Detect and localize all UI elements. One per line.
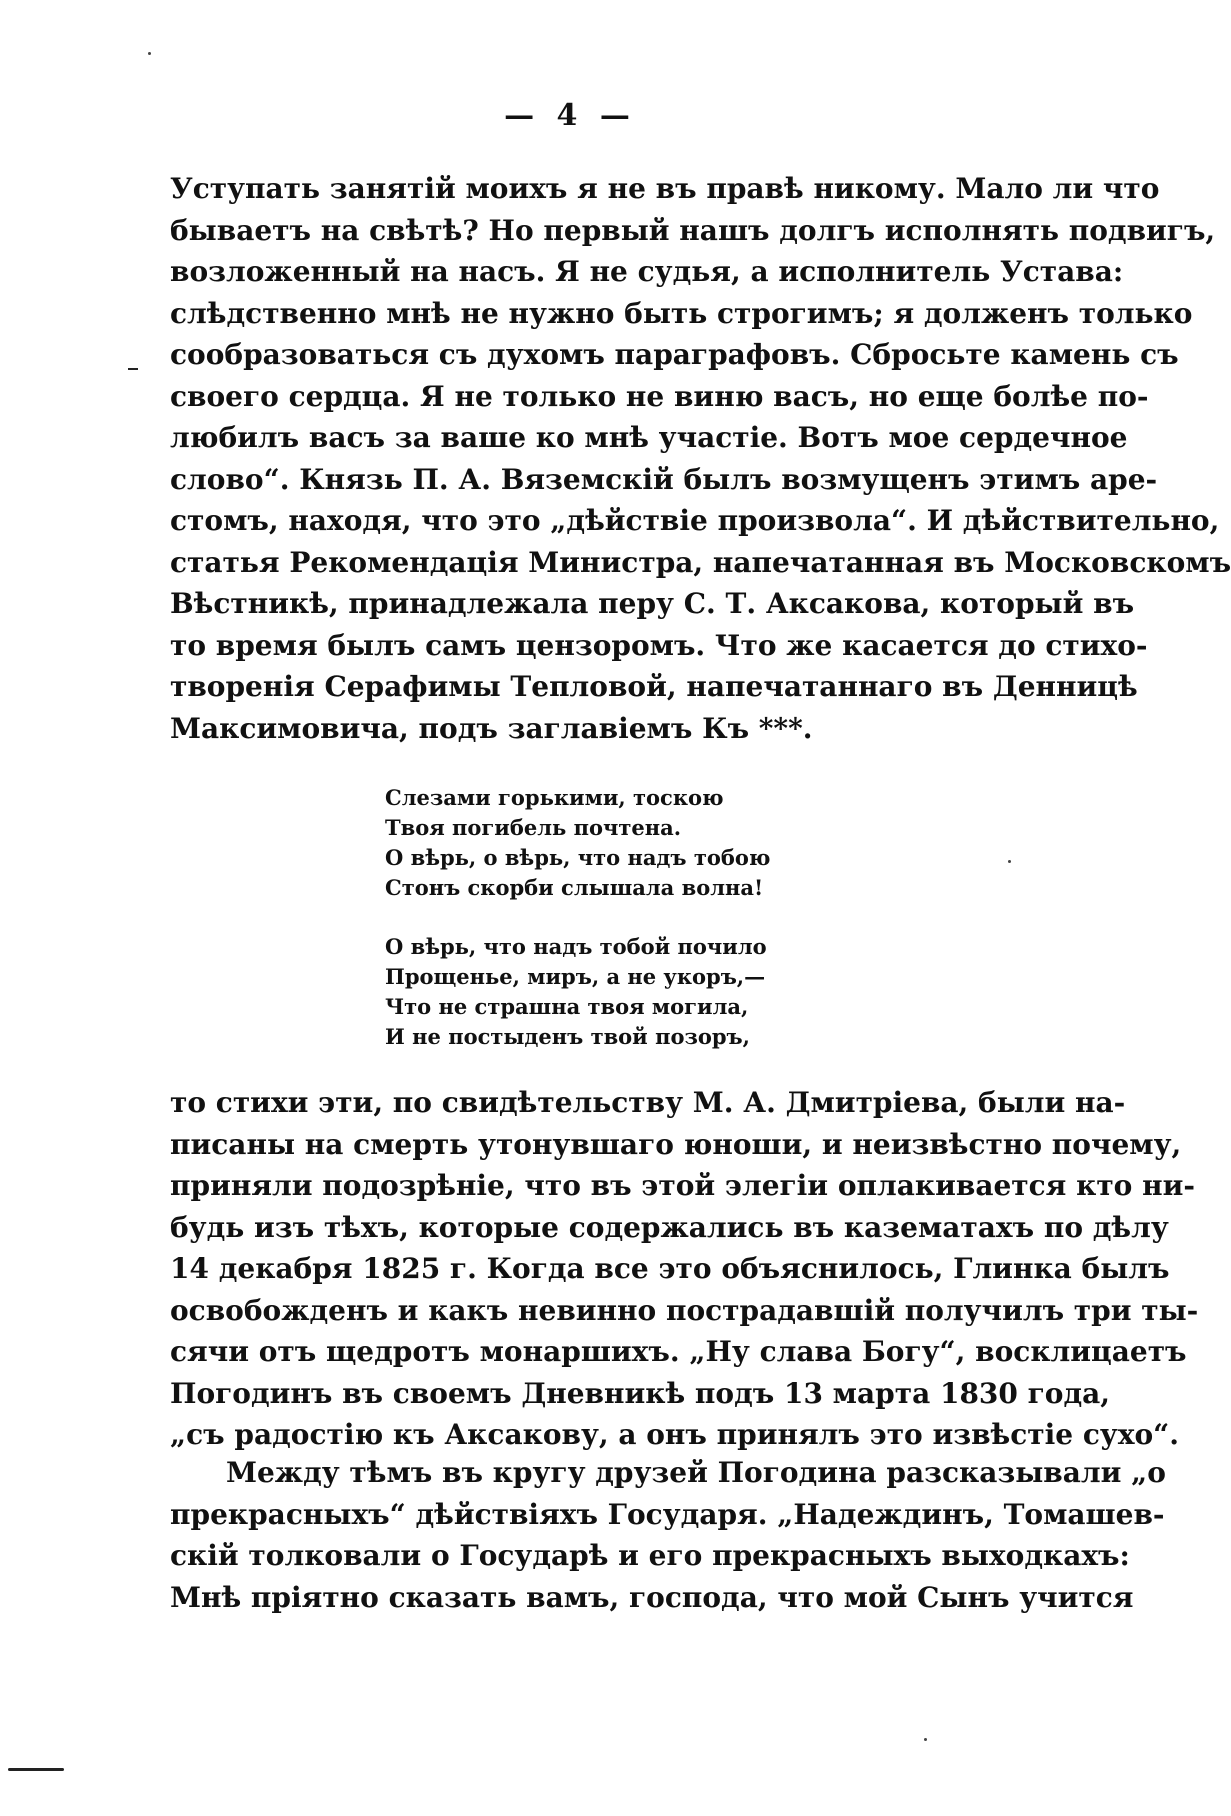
text-line: сообразоваться съ духомъ параграфовъ. Сбросьте камень съ <box>170 338 1179 371</box>
text-line: бываетъ на свѣтѣ? Но первый нашъ долгъ исполнять подвигъ, <box>170 213 1216 247</box>
text-line: статья Рекомендація Министра, напечатанная въ Московскомъ <box>170 545 1231 579</box>
text-line: Уступать занятій моихъ я не въ правѣ никому. Мало ли что <box>170 172 1160 205</box>
text-line: Максимовича, подъ заглавіемъ Къ ***. <box>170 711 813 745</box>
text-line: творенія Серафимы Тепловой, напечатаннаго въ Денницѣ <box>170 670 1138 703</box>
poem-stanza-1 <box>385 783 805 903</box>
paragraph-1 <box>170 168 1231 749</box>
poem-line: О вѣрь, о вѣрь, что надъ тобою <box>385 845 771 870</box>
bottom-margin-mark <box>8 1768 64 1771</box>
poem-line: Твоя погибель почтена. <box>385 815 682 840</box>
text-line: 14 декабря 1825 г. Когда все это объяснилось, Глинка былъ <box>170 1252 1170 1285</box>
text-line: „съ радостію къ Аксакову, а онъ принялъ это извѣстіе сухо“. <box>170 1418 1180 1451</box>
text-line: писаны на смерть утонувшаго юноши, и неизвѣстно почему, <box>170 1127 1182 1161</box>
speck <box>148 52 151 55</box>
text-line: то стихи эти, по свидѣтельству М. А. Дмитріева, были на- <box>170 1086 1126 1119</box>
text-line: скій толковали о Государѣ и его прекрасныхъ выходкахъ: <box>170 1539 1130 1572</box>
text-line: возложенный на насъ. Я не судья, а исполнитель Устава: <box>170 255 1124 288</box>
poem-line: И не постыденъ твой позоръ, <box>385 1024 750 1049</box>
text-line: сячи отъ щедротъ монаршихъ. „Ну слава Богу“, восклицаетъ <box>170 1335 1187 1368</box>
paragraph-2 <box>170 1082 1199 1456</box>
poem-stanza-2 <box>385 932 805 1052</box>
poem-line: Слезами горькими, тоскою <box>385 785 724 810</box>
text-line: Погодинъ въ своемъ Дневникѣ подъ 13 марта 1830 года, <box>170 1376 1111 1410</box>
text-line: освобожденъ и какъ невинно пострадавшій получилъ три ты- <box>170 1293 1199 1327</box>
paragraph-3 <box>170 1452 1166 1618</box>
poem-line: Прощенье, миръ, а не укоръ,— <box>385 964 766 989</box>
speck <box>924 1738 927 1741</box>
text-line: прекрасныхъ“ дѣйствіяхъ Государя. „Надеждинъ, Томашев- <box>170 1497 1165 1531</box>
text-line: приняли подозрѣніе, что въ этой элегіи оплакивается кто ни- <box>170 1169 1195 1202</box>
poem-line: Что не страшна твоя могила, <box>385 994 749 1019</box>
speck <box>1008 860 1011 863</box>
poem-line: Стонъ скорби слышала волна! <box>385 875 764 900</box>
text-line: Между тѣмъ въ кругу друзей Погодина разсказывали „о <box>226 1456 1166 1489</box>
text-line: слово“. Князь П. А. Вяземскій былъ возмущенъ этимъ аре- <box>170 462 1158 496</box>
text-line: будь изъ тѣхъ, которые содержались въ казематахъ по дѣлу <box>170 1210 1169 1244</box>
text-line: своего сердца. Я не только не виню васъ, но еще болѣе по- <box>170 379 1149 413</box>
text-line: Вѣстникѣ, принадлежала перу С. Т. Аксакова, который въ <box>170 587 1135 620</box>
page-number: — 4 — <box>504 98 636 133</box>
text-line: любилъ васъ за ваше ко мнѣ участіе. Вотъ мое сердечное <box>170 421 1128 454</box>
poem-line: О вѣрь, что надъ тобой почило <box>385 934 767 959</box>
text-line: стомъ, находя, что это „дѣйствіе произвола“. И дѣйствительно, <box>170 504 1220 537</box>
text-line: слѣдственно мнѣ не нужно быть строгимъ; я долженъ только <box>170 296 1193 330</box>
text-line: Мнѣ пріятно сказать вамъ, господа, что мой Сынъ учится <box>170 1580 1134 1614</box>
text-line: то время былъ самъ цензоромъ. Что же касается до стихо- <box>170 628 1148 662</box>
margin-mark <box>128 368 138 370</box>
